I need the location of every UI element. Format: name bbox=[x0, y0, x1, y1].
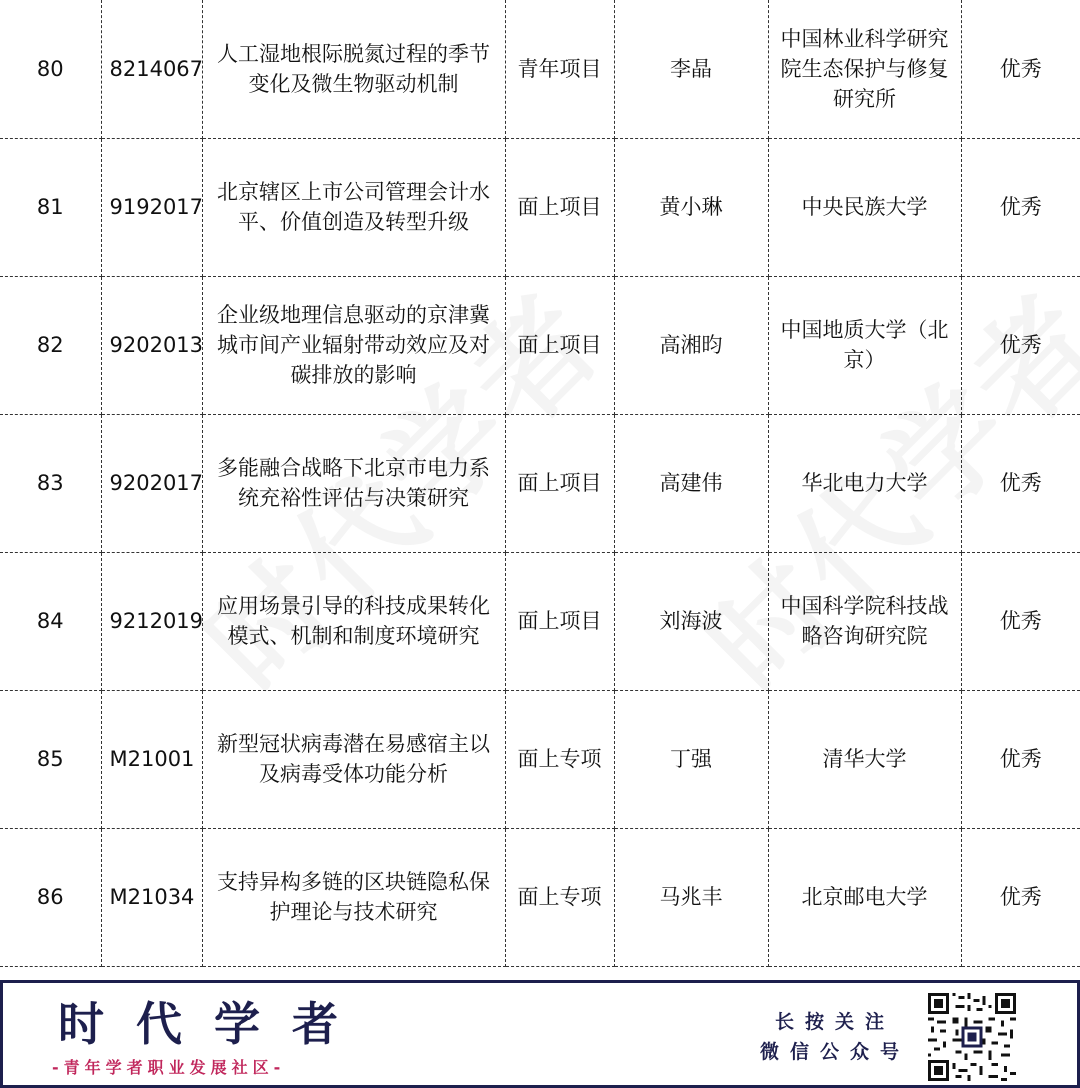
project-type-cell: 面上专项 bbox=[505, 690, 614, 828]
evaluation-grade-cell: 优秀 bbox=[961, 828, 1080, 966]
project-title-cell: 北京辖区上市公司管理会计水平、价值创造及转型升级 bbox=[202, 138, 505, 276]
row-index-cell: 86 bbox=[0, 828, 101, 966]
project-type-cell: 面上项目 bbox=[505, 138, 614, 276]
organization-cell: 中央民族大学 bbox=[768, 138, 961, 276]
table-row bbox=[0, 690, 1080, 828]
organization-cell: 中国林业科学研究院生态保护与修复研究所 bbox=[768, 0, 961, 138]
evaluation-grade-cell: 优秀 bbox=[961, 138, 1080, 276]
evaluation-grade-cell: 优秀 bbox=[961, 690, 1080, 828]
organization-cell: 清华大学 bbox=[768, 690, 961, 828]
row-index-cell: 83 bbox=[0, 414, 101, 552]
project-title-cell: 应用场景引导的科技成果转化模式、机制和制度环境研究 bbox=[202, 552, 505, 690]
project-code-cell: 9202017 bbox=[101, 414, 202, 552]
row-index-cell: 84 bbox=[0, 552, 101, 690]
evaluation-grade-cell: 优秀 bbox=[961, 276, 1080, 414]
project-leader-cell: 高湘昀 bbox=[614, 276, 768, 414]
project-title-cell: 新型冠状病毒潜在易感宿主以及病毒受体功能分析 bbox=[202, 690, 505, 828]
project-leader-cell: 刘海波 bbox=[614, 552, 768, 690]
project-code-cell: 9192017 bbox=[101, 138, 202, 276]
project-type-cell: 面上项目 bbox=[505, 414, 614, 552]
project-title-cell: 多能融合战略下北京市电力系统充裕性评估与决策研究 bbox=[202, 414, 505, 552]
brand-logo-text: 时代学者 bbox=[58, 997, 370, 1051]
follow-line-2: 微信公众号 bbox=[760, 1041, 911, 1063]
row-index-cell: 81 bbox=[0, 138, 101, 276]
table-row bbox=[0, 276, 1080, 414]
project-type-cell: 面上专项 bbox=[505, 828, 614, 966]
project-title-cell: 企业级地理信息驱动的京津冀城市间产业辐射带动效应及对碳排放的影响 bbox=[202, 276, 505, 414]
row-index-cell: 85 bbox=[0, 690, 101, 828]
project-leader-cell: 高建伟 bbox=[614, 414, 768, 552]
table-row bbox=[0, 414, 1080, 552]
organization-cell: 中国地质大学（北京） bbox=[768, 276, 961, 414]
evaluation-grade-cell: 优秀 bbox=[961, 0, 1080, 138]
row-index-cell: 80 bbox=[0, 0, 101, 138]
project-leader-cell: 李晶 bbox=[614, 0, 768, 138]
project-code-cell: 8214067 bbox=[101, 0, 202, 138]
qr-code-icon[interactable] bbox=[928, 993, 1016, 1081]
organization-cell: 中国科学院科技战略咨询研究院 bbox=[768, 552, 961, 690]
project-title-cell: 支持异构多链的区块链隐私保护理论与技术研究 bbox=[202, 828, 505, 966]
table-row bbox=[0, 0, 1080, 138]
project-type-cell: 青年项目 bbox=[505, 0, 614, 138]
table-row bbox=[0, 828, 1080, 966]
follow-line-1: 长按关注 bbox=[774, 1011, 895, 1033]
footer-banner bbox=[0, 980, 1080, 1088]
project-leader-cell: 马兆丰 bbox=[614, 828, 768, 966]
evaluation-grade-cell: 优秀 bbox=[961, 552, 1080, 690]
project-code-cell: M21034 bbox=[101, 828, 202, 966]
organization-cell: 北京邮电大学 bbox=[768, 828, 961, 966]
table-row bbox=[0, 138, 1080, 276]
table-row bbox=[0, 552, 1080, 690]
follow-prompt bbox=[760, 1007, 910, 1067]
project-code-cell: 9202013 bbox=[101, 276, 202, 414]
project-code-cell: 9212019 bbox=[101, 552, 202, 690]
evaluation-grade-cell: 优秀 bbox=[961, 414, 1080, 552]
project-leader-cell: 丁强 bbox=[614, 690, 768, 828]
project-code-cell: M21001 bbox=[101, 690, 202, 828]
organization-cell: 华北电力大学 bbox=[768, 414, 961, 552]
row-index-cell: 82 bbox=[0, 276, 101, 414]
project-type-cell: 面上项目 bbox=[505, 552, 614, 690]
project-title-cell: 人工湿地根际脱氮过程的季节变化及微生物驱动机制 bbox=[202, 0, 505, 138]
project-leader-cell: 黄小琳 bbox=[614, 138, 768, 276]
project-type-cell: 面上项目 bbox=[505, 276, 614, 414]
brand-slogan: -青年学者职业发展社区- bbox=[52, 1058, 286, 1077]
